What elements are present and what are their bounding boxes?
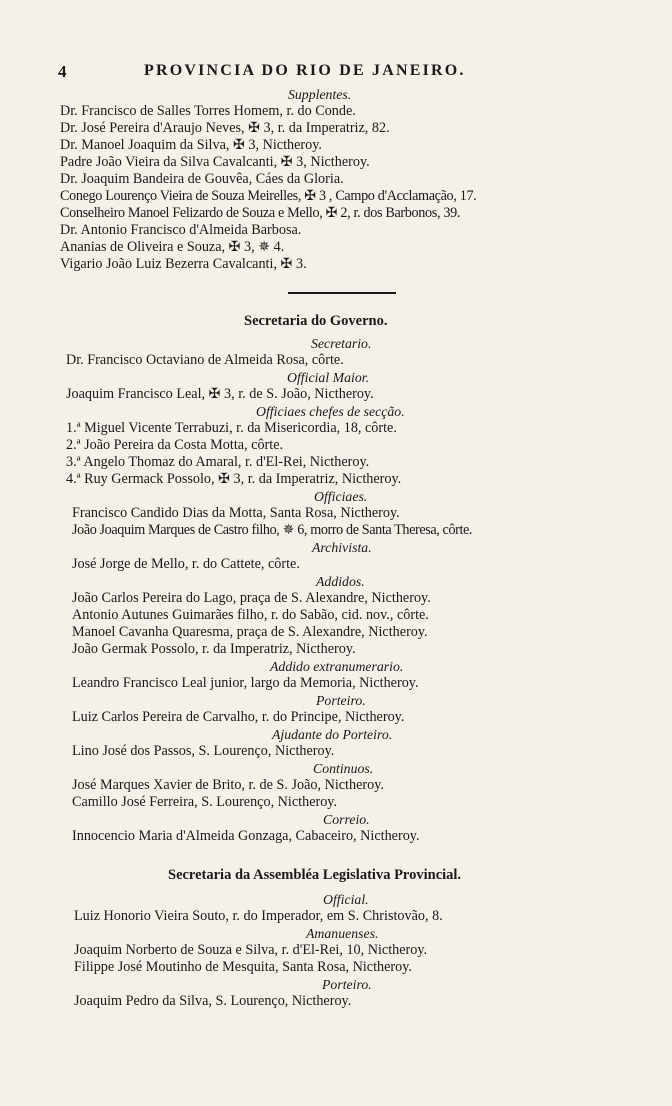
official-heading: Official. xyxy=(323,892,369,907)
section-divider xyxy=(288,292,396,294)
continuo-entry: José Marques Xavier de Brito, r. de S. João, Nictheroy. xyxy=(72,777,384,793)
official-entry: Francisco Candido Dias da Motta, Santa Rosa, Nictheroy. xyxy=(72,505,400,521)
chefes-heading: Officiaes chefes de secção. xyxy=(256,404,405,419)
porteiro-heading: Porteiro. xyxy=(316,693,366,708)
archivista-entry: José Jorge de Mello, r. do Cattete, côrte. xyxy=(72,556,300,572)
addido-entry: João Germak Possolo, r. da Imperatriz, Nictheroy. xyxy=(72,641,356,657)
archivista-heading: Archivista. xyxy=(312,540,372,555)
secretario-entry: Dr. Francisco Octaviano de Almeida Rosa, côrte. xyxy=(66,352,344,368)
secretario-heading: Secretario. xyxy=(311,336,372,351)
supplente-entry: Dr. José Pereira d'Araujo Neves, ✠ 3, r. da Imperatriz, 82. xyxy=(60,120,390,136)
porteiro-entry: Joaquim Pedro da Silva, S. Lourenço, Nictheroy. xyxy=(74,993,352,1009)
addidos-heading: Addidos. xyxy=(316,574,365,589)
chefe-entry: 4.ª Ruy Germack Possolo, ✠ 3, r. da Imperatriz, Nictheroy. xyxy=(66,471,402,487)
officiaes-heading: Officiaes. xyxy=(314,489,368,504)
amanuense-entry: Joaquim Norberto de Souza e Silva, r. d'El-Rei, 10, Nictheroy. xyxy=(74,942,428,958)
porteiro-entry: Luiz Carlos Pereira de Carvalho, r. do Principe, Nictheroy. xyxy=(72,709,405,725)
supplentes-heading: Supplentes. xyxy=(288,87,352,102)
official-maior-heading: Official Maior. xyxy=(287,370,370,385)
running-title: PROVINCIA DO RIO DE JANEIRO. xyxy=(144,62,466,79)
addido-entry: João Carlos Pereira do Lago, praça de S. Alexandre, Nictheroy. xyxy=(72,590,431,606)
official-maior-entry: Joaquim Francisco Leal, ✠ 3, r. de S. João, Nictheroy. xyxy=(66,386,374,402)
ajudante-heading: Ajudante do Porteiro. xyxy=(272,727,393,742)
extranumerario-entry: Leandro Francisco Leal junior, largo da Memoria, Nictheroy. xyxy=(72,675,419,691)
ajudante-entry: Lino José dos Passos, S. Lourenço, Nictheroy. xyxy=(72,743,335,759)
chefe-entry: 1.ª Miguel Vicente Terrabuzi, r. da Misericordia, 18, côrte. xyxy=(66,420,397,436)
addido-entry: Antonio Autunes Guimarães filho, r. do Sabão, cid. nov., côrte. xyxy=(72,607,429,623)
supplente-entry: Padre João Vieira da Silva Cavalcanti, ✠ 3, Nictheroy. xyxy=(60,154,370,170)
supplente-entry: Dr. Antonio Francisco d'Almeida Barbosa. xyxy=(60,222,302,238)
section-title-assemblea: Secretaria da Assembléa Legislativa Provincial. xyxy=(168,867,462,883)
supplente-entry: Ananias de Oliveira e Souza, ✠ 3, ✵ 4. xyxy=(60,239,285,255)
supplente-entry: Conego Lourenço Vieira de Souza Meirelles, ✠ 3 , Campo d'Acclamação, 17. xyxy=(60,188,477,204)
continuo-entry: Camillo José Ferreira, S. Lourenço, Nictheroy. xyxy=(72,794,338,810)
page-number: 4 xyxy=(58,62,67,81)
extranumerario-heading: Addido extranumerario. xyxy=(270,659,404,674)
section-title-governo: Secretaria do Governo. xyxy=(244,313,388,329)
amanuense-entry: Filippe José Moutinho de Mesquita, Santa Rosa, Nictheroy. xyxy=(74,959,412,975)
supplente-entry: Dr. Francisco de Salles Torres Homem, r. do Conde. xyxy=(60,103,356,119)
addido-entry: Manoel Cavanha Quaresma, praça de S. Alexandre, Nictheroy. xyxy=(72,624,428,640)
official-entry: João Joaquim Marques de Castro filho, ✵ 6, morro de Santa Theresa, côrte. xyxy=(72,522,473,538)
chefe-entry: 2.ª João Pereira da Costa Motta, côrte. xyxy=(66,437,284,453)
correio-heading: Correio. xyxy=(323,812,370,827)
supplente-entry: Dr. Manoel Joaquim da Silva, ✠ 3, Nictheroy. xyxy=(60,137,322,153)
page-header xyxy=(58,62,538,86)
correio-entry: Innocencio Maria d'Almeida Gonzaga, Cabaceiro, Nictheroy. xyxy=(72,828,420,844)
official-entry: Luiz Honorio Vieira Souto, r. do Imperador, em S. Christovão, 8. xyxy=(74,908,443,924)
porteiro-heading: Porteiro. xyxy=(322,977,372,992)
chefe-entry: 3.ª Angelo Thomaz do Amaral, r. d'El-Rei, Nictheroy. xyxy=(66,454,370,470)
amanuenses-heading: Amanuenses. xyxy=(306,926,379,941)
supplente-entry: Vigario João Luiz Bezerra Cavalcanti, ✠ 3. xyxy=(60,256,307,272)
continuos-heading: Continuos. xyxy=(313,761,374,776)
supplente-entry: Dr. Joaquim Bandeira de Gouvêa, Cáes da Gloria. xyxy=(60,171,344,187)
supplente-entry: Conselheiro Manoel Felizardo de Souza e Mello, ✠ 2, r. dos Barbonos, 39. xyxy=(60,205,461,221)
